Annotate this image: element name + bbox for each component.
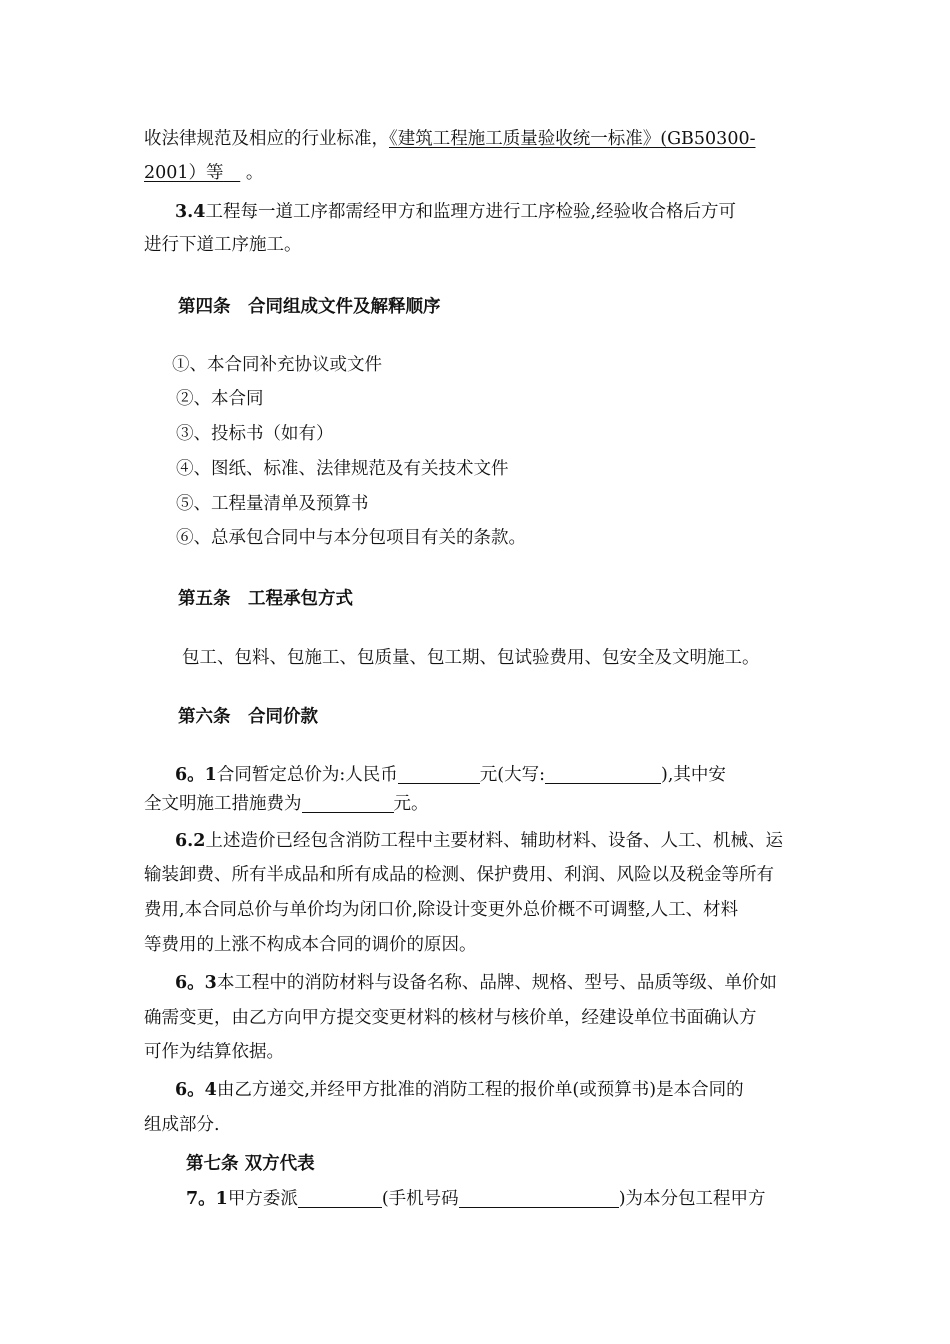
blank-amount-field[interactable] [398, 765, 480, 784]
paragraph-line [175, 200, 736, 224]
clause-number: 7。1 [186, 1189, 228, 1209]
paragraph-line: 输装卸费、所有半成品和所有成品的检测、保护费用、利润、风险以及税金等所有 [144, 865, 774, 885]
text-span: )为本分包工程甲方 [618, 1189, 766, 1209]
underlined-standard-name: 2001）等 [144, 163, 224, 183]
paragraph-line: 进行下道工序施工。 [144, 235, 302, 255]
underlined-standard-name: 《建筑工程施工质量验收统一标准》(GB50300- [389, 129, 756, 149]
article-heading-7: 第七条 双方代表 [186, 1154, 315, 1174]
paragraph-line: 确需变更，由乙方向甲方提交变更材料的核材与核价单，经建设单位书面确认方 [144, 1008, 757, 1028]
text-span: 元。 [393, 794, 429, 814]
paragraph-line: 等费用的上涨不构成本合同的调价的原因。 [144, 935, 477, 955]
paragraph-line [175, 1078, 744, 1102]
text-span: ),其中安 [661, 765, 726, 785]
list-item: ②、本合同 [176, 389, 264, 409]
blank-phone-field[interactable] [459, 1189, 619, 1208]
list-item: ④、图纸、标准、法律规范及有关技术文件 [176, 459, 509, 479]
text-span: (手机号码 [381, 1189, 459, 1209]
text-span: 甲方委派 [227, 1189, 298, 1209]
clause-number: 6。3 [175, 973, 217, 993]
text-span: 全文明施工措施费为 [144, 794, 302, 814]
paragraph-line [144, 127, 756, 151]
text-span: 合同暂定总价为:人民币 [216, 765, 398, 785]
clause-number: 6.2 [175, 831, 206, 851]
text-span: 工程每一道工序都需经甲方和监理方进行工序检验,经验收合格后方可 [205, 202, 737, 222]
list-item: ⑤、工程量清单及预算书 [176, 494, 369, 514]
paragraph-line: 组成部分. [144, 1115, 220, 1135]
text-span: 本工程中的消防材料与设备名称、品牌、规格、型号、品质等级、单价如 [216, 973, 777, 993]
text-span: 收法律规范及相应的行业标准， [144, 129, 389, 149]
text-span: 上述造价已经包含消防工程中主要材料、辅助材料、设备、人工、机械、运 [205, 831, 783, 851]
paragraph-line [175, 763, 726, 787]
paragraph-line: 包工、包料、包施工、包质量、包工期、包试验费用、包安全及文明施工。 [182, 648, 760, 668]
text-span: 元(大写: [479, 765, 545, 785]
paragraph-line: 费用,本合同总价与单价均为闭口价,除设计变更外总价概不可调整,人工、材料 [144, 900, 739, 920]
clause-number: 6。4 [175, 1080, 217, 1100]
text-span: 由乙方递交,并经甲方批准的消防工程的报价单(或预算书)是本合同的 [216, 1080, 744, 1100]
list-item: ⑥、总承包合同中与本分包项目有关的条款。 [176, 528, 526, 548]
article-heading-6: 第六条 合同价款 [178, 707, 318, 727]
article-heading-5: 第五条 工程承包方式 [178, 589, 353, 609]
list-item: ①、本合同补充协议或文件 [172, 355, 382, 375]
paragraph-line [175, 829, 783, 853]
text-span: 。 [240, 163, 264, 183]
paragraph-line [144, 792, 429, 816]
clause-number: 3.4 [175, 202, 206, 222]
clause-number: 6。1 [175, 765, 217, 785]
paragraph-line [175, 971, 777, 995]
list-item: ③、投标书（如有） [176, 424, 334, 444]
blank-amount-words-field[interactable] [545, 765, 661, 784]
blank-safety-fee-field[interactable] [302, 794, 394, 813]
article-heading-4: 第四条 合同组成文件及解释顺序 [178, 297, 441, 317]
paragraph-line [144, 161, 263, 185]
paragraph-line: 可作为结算依据。 [144, 1042, 284, 1062]
paragraph-line [186, 1187, 766, 1211]
blank-representative-field[interactable] [298, 1189, 382, 1208]
